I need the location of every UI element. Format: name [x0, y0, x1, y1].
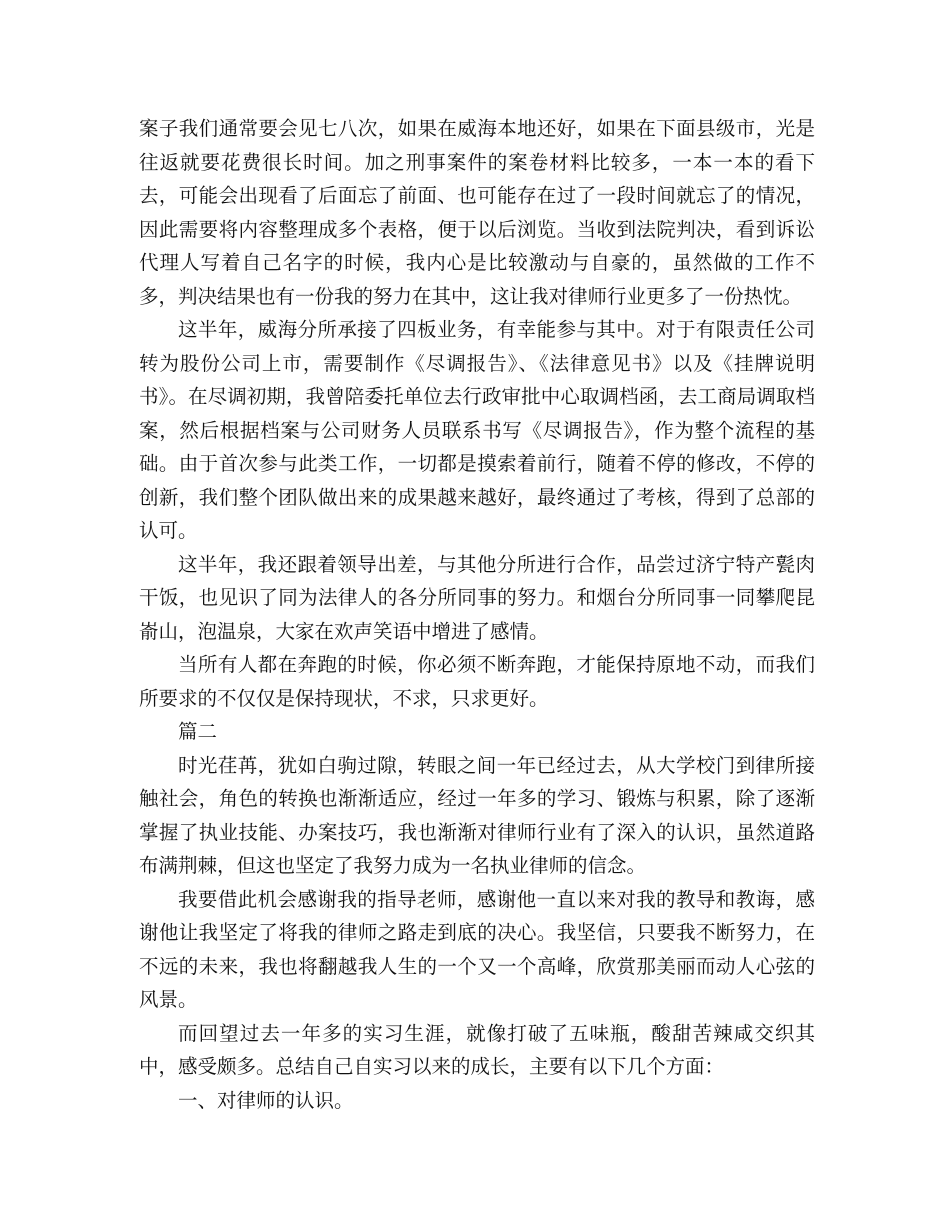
section-heading-lawyer-understanding: 一、对律师的认识。 — [178, 1088, 354, 1112]
paragraph-business-trip: 这半年，我还跟着领导出差，与其他分所进行合作，品尝过济宁特产甏肉干饭，也见识了同为法律人的各分所同事的努力。和烟台分所同事一同攀爬昆嵛山，泡温泉，大家在欢声笑语中增进了感情。 — [139, 552, 815, 643]
section-heading-part-two: 篇二 — [178, 720, 218, 743]
document-body — [139, 112, 815, 1117]
paragraph-keep-running: 当所有人都在奔跑的时候，你必须不断奔跑，才能保持原地不动，而我们所要求的不仅仅是保持现状，不求，只求更好。 — [139, 653, 815, 710]
paragraph-time-flies: 时光荏苒，犹如白驹过隙，转眼之间一年已经过去，从大学校门到律所接触社会，角色的转换也渐渐适应，经过一年多的学习、锻炼与积累，除了逐渐掌握了执业技能、办案技巧，我也渐渐对律师行业有了深入的认识，虽然道路布满荆棘，但这也坚定了我努力成为一名执业律师的信念。 — [139, 753, 815, 877]
paragraph-thanks-mentor: 我要借此机会感谢我的指导老师，感谢他一直以来对我的教导和教诲，感谢他让我坚定了将我的律师之路走到底的决心。我坚信，只要我不断努力，在不远的未来，我也将翻越我人生的一个又一个高峰，欣赏那美丽而动人心弦的风景。 — [139, 887, 815, 1011]
paragraph-four-board-business: 这半年，威海分所承接了四板业务，有幸能参与其中。对于有限责任公司转为股份公司上市，需要制作《尽调报告》、《法律意见书》以及《挂牌说明书》。在尽调初期，我曾陪委托单位去行政审批中心取调档函，去工商局调取档案，然后根据档案与公司财务人员联系书写《尽调报告》，作为整个流程的基础。由于首次参与此类工作，一切都是摸索着前行，随着不停的修改，不停的创新，我们整个团队做出来的成果越来越好，最终通过了考核，得到了总部的认可。 — [139, 318, 815, 542]
paragraph-continuation: 案子我们通常要会见七八次，如果在威海本地还好，如果在下面县级市，光是往返就要花费很长时间。加之刑事案件的案卷材料比较多，一本一本的看下去，可能会出现看了后面忘了前面、也可能存在过了一段时间就忘了的情况，因此需要将内容整理成多个表格，便于以后浏览。当收到法院判决，看到诉讼代理人写着自己名字的时候，我内心是比较激动与自豪的，虽然做的工作不多，判决结果也有一份我的努力在其中，这让我对律师行业更多了一份热忱。 — [139, 117, 815, 308]
paragraph-looking-back: 而回望过去一年多的实习生涯，就像打破了五味瓶，酸甜苦辣咸交织其中，感受颇多。总结自己自实习以来的成长，主要有以下几个方面： — [139, 1021, 815, 1078]
